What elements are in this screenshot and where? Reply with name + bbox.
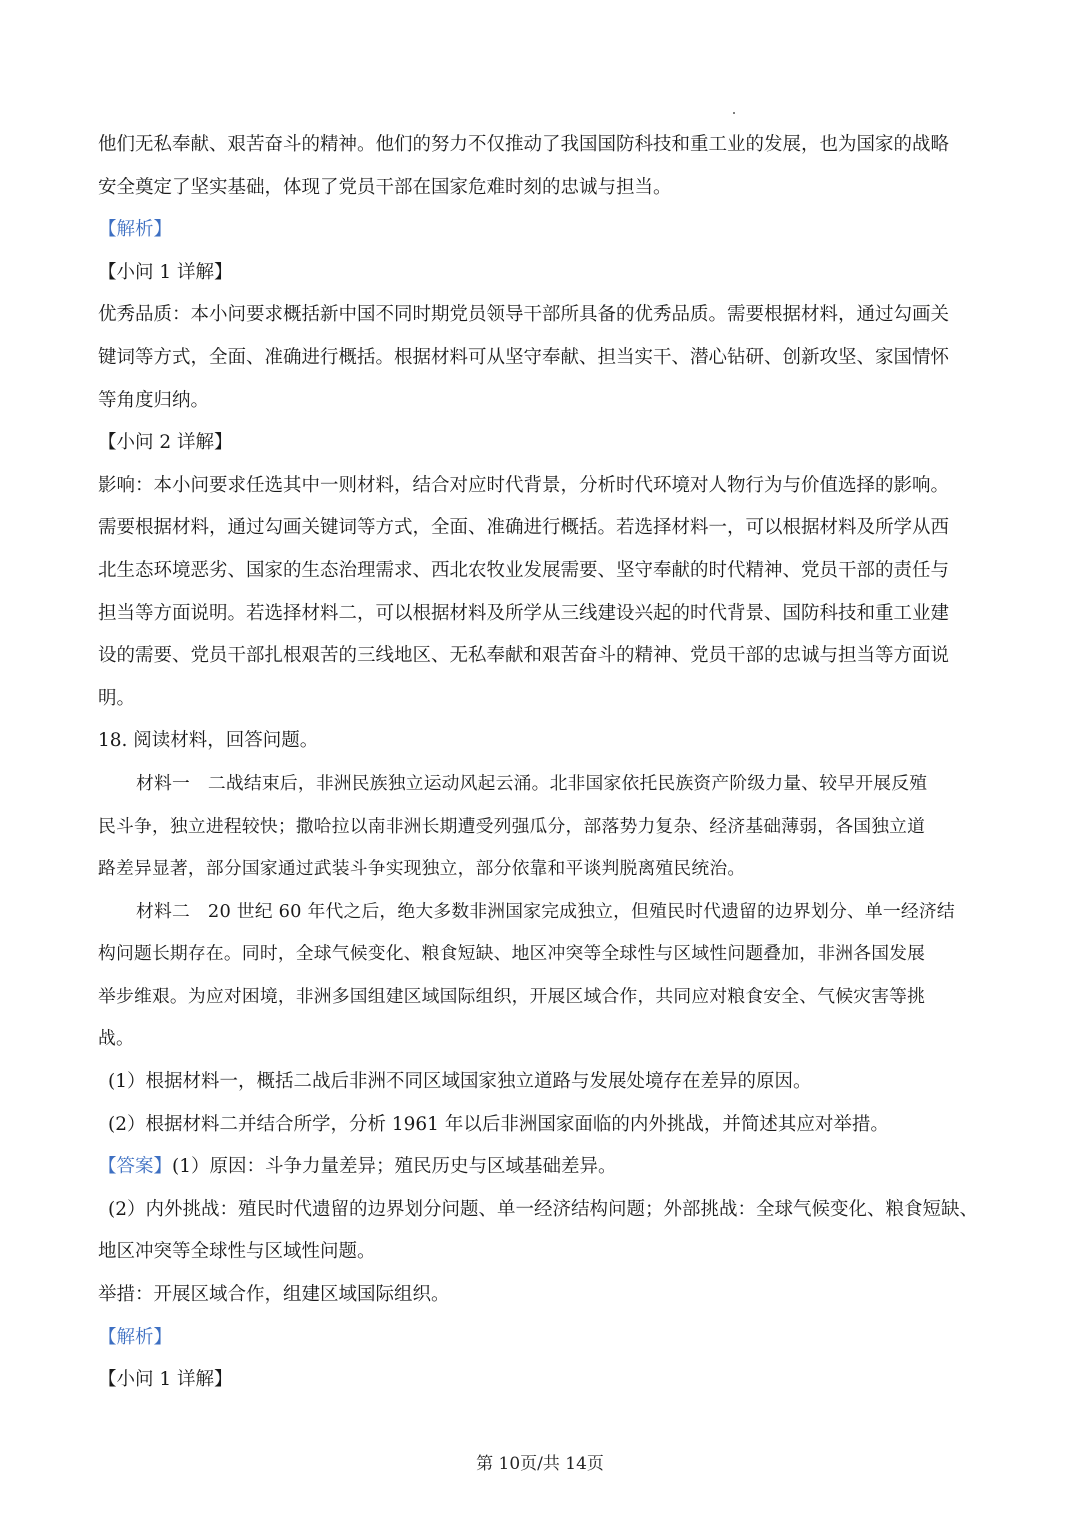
answer-text: (1）原因：斗争力量差异；殖民历史与区域基础差异。: [172, 1156, 617, 1178]
analysis-heading: 【解析】: [98, 219, 173, 241]
subquestion-line: (1）根据材料一，概括二战后非洲不同区域国家独立道路与发展处境存在差异的原因。: [108, 1071, 812, 1093]
material-line: 路差异显著，部分国家通过武装斗争实现独立，部分依靠和平谈判脱离殖民统治。: [98, 858, 746, 880]
material-line: 材料一 二战结束后，非洲民族独立运动风起云涌。北非国家依托民族资产阶级力量、较早开展反殖: [136, 772, 928, 794]
text-line: 影响：本小问要求任选其中一则材料，结合对应时代背景，分析时代环境对人物行为与价值选择的影响。: [98, 474, 950, 496]
material-line: 材料二 20 世纪 60 年代之后，绝大多数非洲国家完成独立，但殖民时代遗留的边界划分、单一经济结: [136, 900, 955, 922]
material-line: 举步维艰。为应对困境，非洲多国组建区域国际组织，开展区域合作，共同应对粮食安全、气候灾害等挑: [98, 985, 926, 1007]
question-heading: 18. 阅读材料，回答问题。: [98, 730, 319, 752]
page-footer: 第 10页/共 14页: [476, 1454, 604, 1474]
material-line: 构问题长期存在。同时，全球气候变化、粮食短缺、地区冲突等全球性与区域性问题叠加，非洲各国发展: [98, 943, 926, 965]
text-line: 键词等方式，全面、准确进行概括。根据材料可从坚守奉献、担当实干、潜心钻研、创新攻坚、家国情怀: [98, 346, 950, 368]
text-line: 优秀品质：本小问要求概括新中国不同时期党员领导干部所具备的优秀品质。需要根据材料，通过勾画关: [98, 304, 950, 326]
answer-label: 【答案】: [98, 1156, 173, 1178]
text-line: 设的需要、党员干部扎根艰苦的三线地区、无私奉献和艰苦奋斗的精神、党员干部的忠诚与担当等方面说: [98, 645, 950, 667]
text-line: 他们无私奉献、艰苦奋斗的精神。他们的努力不仅推动了我国国防科技和重工业的发展，也为国家的战略: [98, 134, 950, 155]
text-line: 需要根据材料，通过勾画关键词等方式，全面、准确进行概括。若选择材料一，可以根据材料及所学从西: [98, 517, 950, 539]
subquestion-heading: 【小问 1 详解】: [98, 1369, 233, 1391]
subquestion-line: (2）根据材料二并结合所学，分析 1961 年以后非洲国家面临的内外挑战，并简述其应对举措。: [108, 1113, 889, 1135]
scan-dot: [733, 112, 735, 114]
subquestion-heading: 【小问 2 详解】: [98, 432, 233, 454]
answer-line: 举措：开展区域合作，组建区域国际组织。: [98, 1284, 450, 1306]
answer-line: (2）内外挑战：殖民时代遗留的边界划分问题、单一经济结构问题；外部挑战：全球气候变化、粮食短缺、: [108, 1198, 978, 1220]
text-line: 安全奠定了坚实基础，体现了党员干部在国家危难时刻的忠诚与担当。: [98, 176, 672, 198]
answer-line: [98, 1146, 986, 1189]
text-line: 北生态环境恶劣、国家的生态治理需求、西北农牧业发展需要、坚守奉献的时代精神、党员干部的责任与: [98, 559, 950, 581]
page-content: [98, 124, 986, 1402]
text-line: 等角度归纳。: [98, 389, 210, 411]
text-line: 担当等方面说明。若选择材料二，可以根据材料及所学从三线建设兴起的时代背景、国防科技和重工业建: [98, 602, 950, 624]
text-line: 明。: [98, 687, 136, 709]
material-line: 民斗争，独立进程较快；撒哈拉以南非洲长期遭受列强瓜分，部落势力复杂、经济基础薄弱，各国独立道: [98, 815, 926, 837]
answer-line: 地区冲突等全球性与区域性问题。: [98, 1241, 376, 1263]
material-line: 战。: [98, 1028, 134, 1050]
analysis-heading: 【解析】: [98, 1326, 173, 1348]
subquestion-heading: 【小问 1 详解】: [98, 261, 233, 283]
